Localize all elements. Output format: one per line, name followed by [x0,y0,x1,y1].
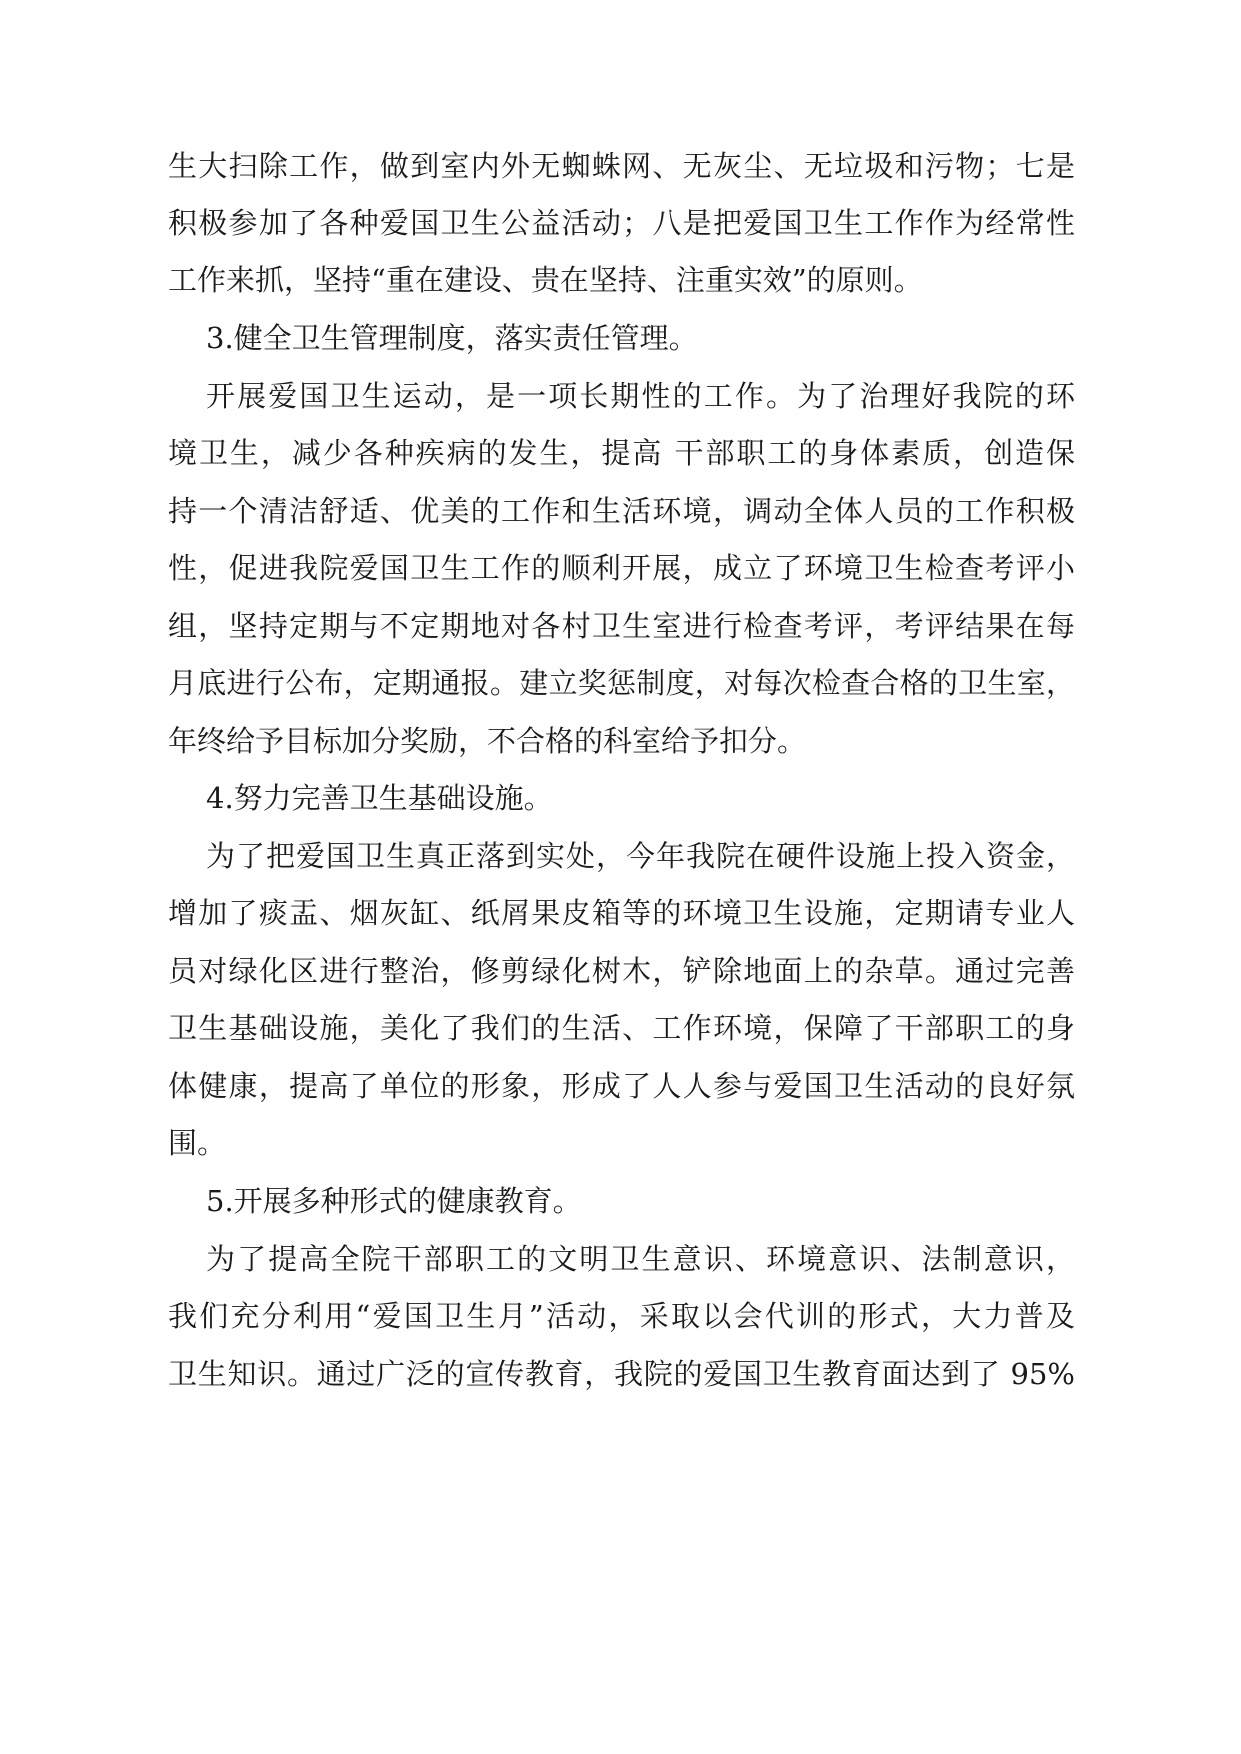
text-line [0,998,1241,1058]
line-text: 为了把爱国卫生真正落到实处，今年我院在硬件设施上投入资金， [206,839,1075,873]
text-line [0,941,1241,1001]
heading-text: 5.开展多种形式的健康教育。 [206,1184,582,1218]
section-heading [0,308,1241,368]
line-text: 性，促进我院爱国卫生工作的顺利开展，成立了环境卫生检查考评小 [168,551,1075,585]
text-line [0,1229,1241,1289]
section-heading [0,1171,1241,1231]
line-text: 年终给予目标加分奖励，不合格的科室给予扣分。 [168,724,807,758]
line-text: 围。 [168,1126,227,1160]
text-line [0,1344,1241,1404]
text-line [0,1056,1241,1116]
line-text: 卫生知识。通过广泛的宣传教育，我院的爱国卫生教育面达到了 95% [168,1357,1075,1391]
text-line [0,1286,1241,1346]
text-line [0,481,1241,541]
text-line [0,366,1241,426]
section-heading [0,768,1241,828]
line-text: 我们充分利用“爱国卫生月”活动，采取以会代训的形式，大力普及 [168,1299,1075,1333]
line-text: 卫生基础设施，美化了我们的生活、工作环境，保障了干部职工的身 [168,1011,1075,1045]
line-text: 工作来抓，坚持“重在建设、贵在坚持、注重实效”的原则。 [168,263,923,297]
text-line [0,883,1241,943]
text-line [0,711,1241,771]
text-line [0,423,1241,483]
line-text: 开展爱国卫生运动，是一项长期性的工作。为了治理好我院的环 [206,379,1075,413]
line-text: 持一个清洁舒适、优美的工作和生活环境，调动全体人员的工作积极 [168,494,1075,528]
text-line [0,826,1241,886]
text-line [0,538,1241,598]
line-text: 月底进行公布，定期通报。建立奖惩制度，对每次检查合格的卫生室， [168,666,1075,700]
line-text: 积极参加了各种爱国卫生公益活动；八是把爱国卫生工作作为经常性 [168,206,1075,240]
text-line [0,250,1241,310]
text-line [0,1113,1241,1173]
line-text: 组，坚持定期与不定期地对各村卫生室进行检查考评，考评结果在每 [168,609,1075,643]
text-line [0,193,1241,253]
line-text: 生大扫除工作，做到室内外无蜘蛛网、无灰尘、无垃圾和污物；七是 [168,149,1075,183]
text-line [0,596,1241,656]
heading-text: 3.健全卫生管理制度，落实责任管理。 [206,321,698,355]
line-text: 员对绿化区进行整治，修剪绿化树木，铲除地面上的杂草。通过完善 [168,954,1075,988]
line-text: 增加了痰盂、烟灰缸、纸屑果皮箱等的环境卫生设施，定期请专业人 [168,896,1075,930]
line-text: 境卫生，减少各种疾病的发生，提高 干部职工的身体素质，创造保 [168,436,1075,470]
text-line [0,653,1241,713]
line-text: 体健康，提高了单位的形象，形成了人人参与爱国卫生活动的良好氛 [168,1069,1075,1103]
text-line [0,136,1241,196]
line-text: 为了提高全院干部职工的文明卫生意识、环境意识、法制意识， [206,1242,1075,1276]
heading-text: 4.努力完善卫生基础设施。 [206,781,553,815]
